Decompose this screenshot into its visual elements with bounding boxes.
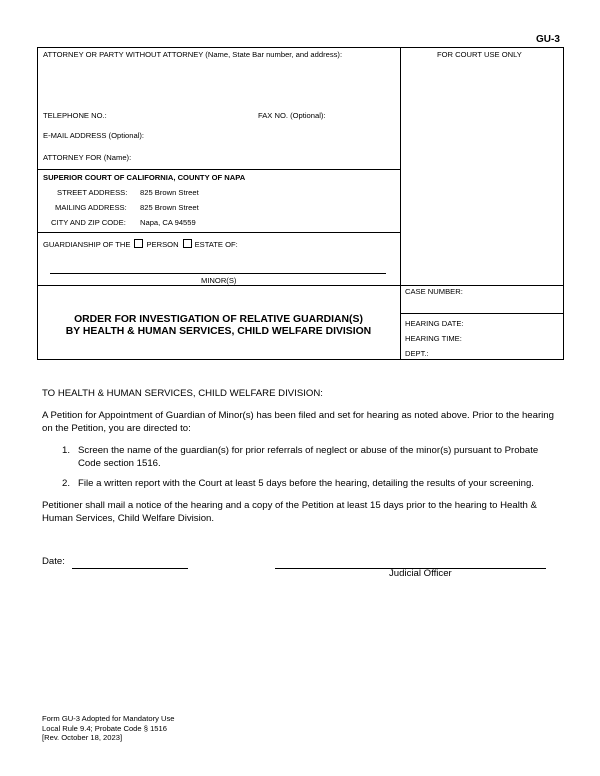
court-name: SUPERIOR COURT OF CALIFORNIA, COUNTY OF NAPA [43, 173, 246, 182]
attorney-for-label: ATTORNEY FOR (Name): [43, 153, 132, 162]
court-use-label: FOR COURT USE ONLY [437, 50, 522, 59]
item-number: 2. [62, 478, 71, 489]
guardianship-divider [37, 232, 400, 233]
intro-paragraph: A Petition for Appointment of Guardian of Minor(s) has been filed and set for hearing as noted above. Prior to the hearing on the Petition, you are directed to: [42, 410, 554, 434]
footer-line-1: Form GU-3 Adopted for Mandatory Use [42, 714, 175, 723]
hearing-date-label: HEARING DATE: [405, 319, 464, 328]
attorney-label: ATTORNEY OR PARTY WITHOUT ATTORNEY (Name, State Bar number, and address): [43, 50, 343, 59]
city-value: Napa, CA 94559 [140, 218, 196, 227]
street-value: 825 Brown Street [140, 188, 199, 197]
city-label: CITY AND ZIP CODE: [51, 218, 126, 227]
judicial-officer-label: Judicial Officer [389, 568, 452, 579]
item-text: Screen the name of the guardian(s) for prior referrals of neglect or abuse of the minor(s) pursuant to Probate Code section 1516. [78, 445, 539, 469]
form-footer [42, 714, 175, 743]
form-id: GU-3 [536, 34, 560, 45]
email-label: E-MAIL ADDRESS (Optional): [43, 131, 144, 140]
case-number-label: CASE NUMBER: [405, 287, 463, 296]
case-number-divider [400, 313, 564, 314]
minor-label: MINOR(S) [201, 276, 237, 285]
dept-label: DEPT.: [405, 349, 429, 358]
estate-label: ESTATE OF: [194, 240, 238, 249]
to-line: TO HEALTH & HUMAN SERVICES, CHILD WELFARE DIVISION: [42, 388, 323, 399]
footer-line-3: [Rev. October 18, 2023] [42, 733, 123, 742]
hearing-time-label: HEARING TIME: [405, 334, 462, 343]
guardianship-label: GUARDIANSHIP OF THE [43, 240, 131, 249]
item-text: File a written report with the Court at least 5 days before the hearing, detailing the results of your screening. [78, 478, 534, 489]
date-label: Date: [42, 556, 65, 567]
minor-name-line[interactable] [50, 273, 386, 274]
court-section-divider [37, 169, 400, 170]
estate-checkbox[interactable] [183, 239, 192, 248]
fax-label: FAX NO. (Optional): [258, 111, 326, 120]
title-line-1: ORDER FOR INVESTIGATION OF RELATIVE GUARDIAN(S) [74, 314, 363, 325]
mailing-label: MAILING ADDRESS: [55, 203, 127, 212]
person-checkbox[interactable] [134, 239, 143, 248]
guardianship-row [43, 239, 238, 249]
item-number: 1. [62, 445, 71, 456]
person-label: PERSON [146, 240, 179, 249]
footer-line-2: Local Rule 9.4; Probate Code § 1516 [42, 723, 167, 733]
mailing-value: 825 Brown Street [140, 203, 199, 212]
form-title [37, 314, 400, 338]
street-label: STREET ADDRESS: [57, 188, 128, 197]
date-line[interactable] [72, 568, 188, 569]
title-line-2: BY HEALTH & HUMAN SERVICES, CHILD WELFARE DIVISION [65, 326, 372, 337]
telephone-label: TELEPHONE NO.: [43, 111, 107, 120]
petitioner-note: Petitioner shall mail a notice of the hearing and a copy of the Petition at least 15 days prior to the hearing to Health & Human Services, Child Welfare Division. [42, 500, 537, 524]
title-divider [37, 285, 564, 286]
